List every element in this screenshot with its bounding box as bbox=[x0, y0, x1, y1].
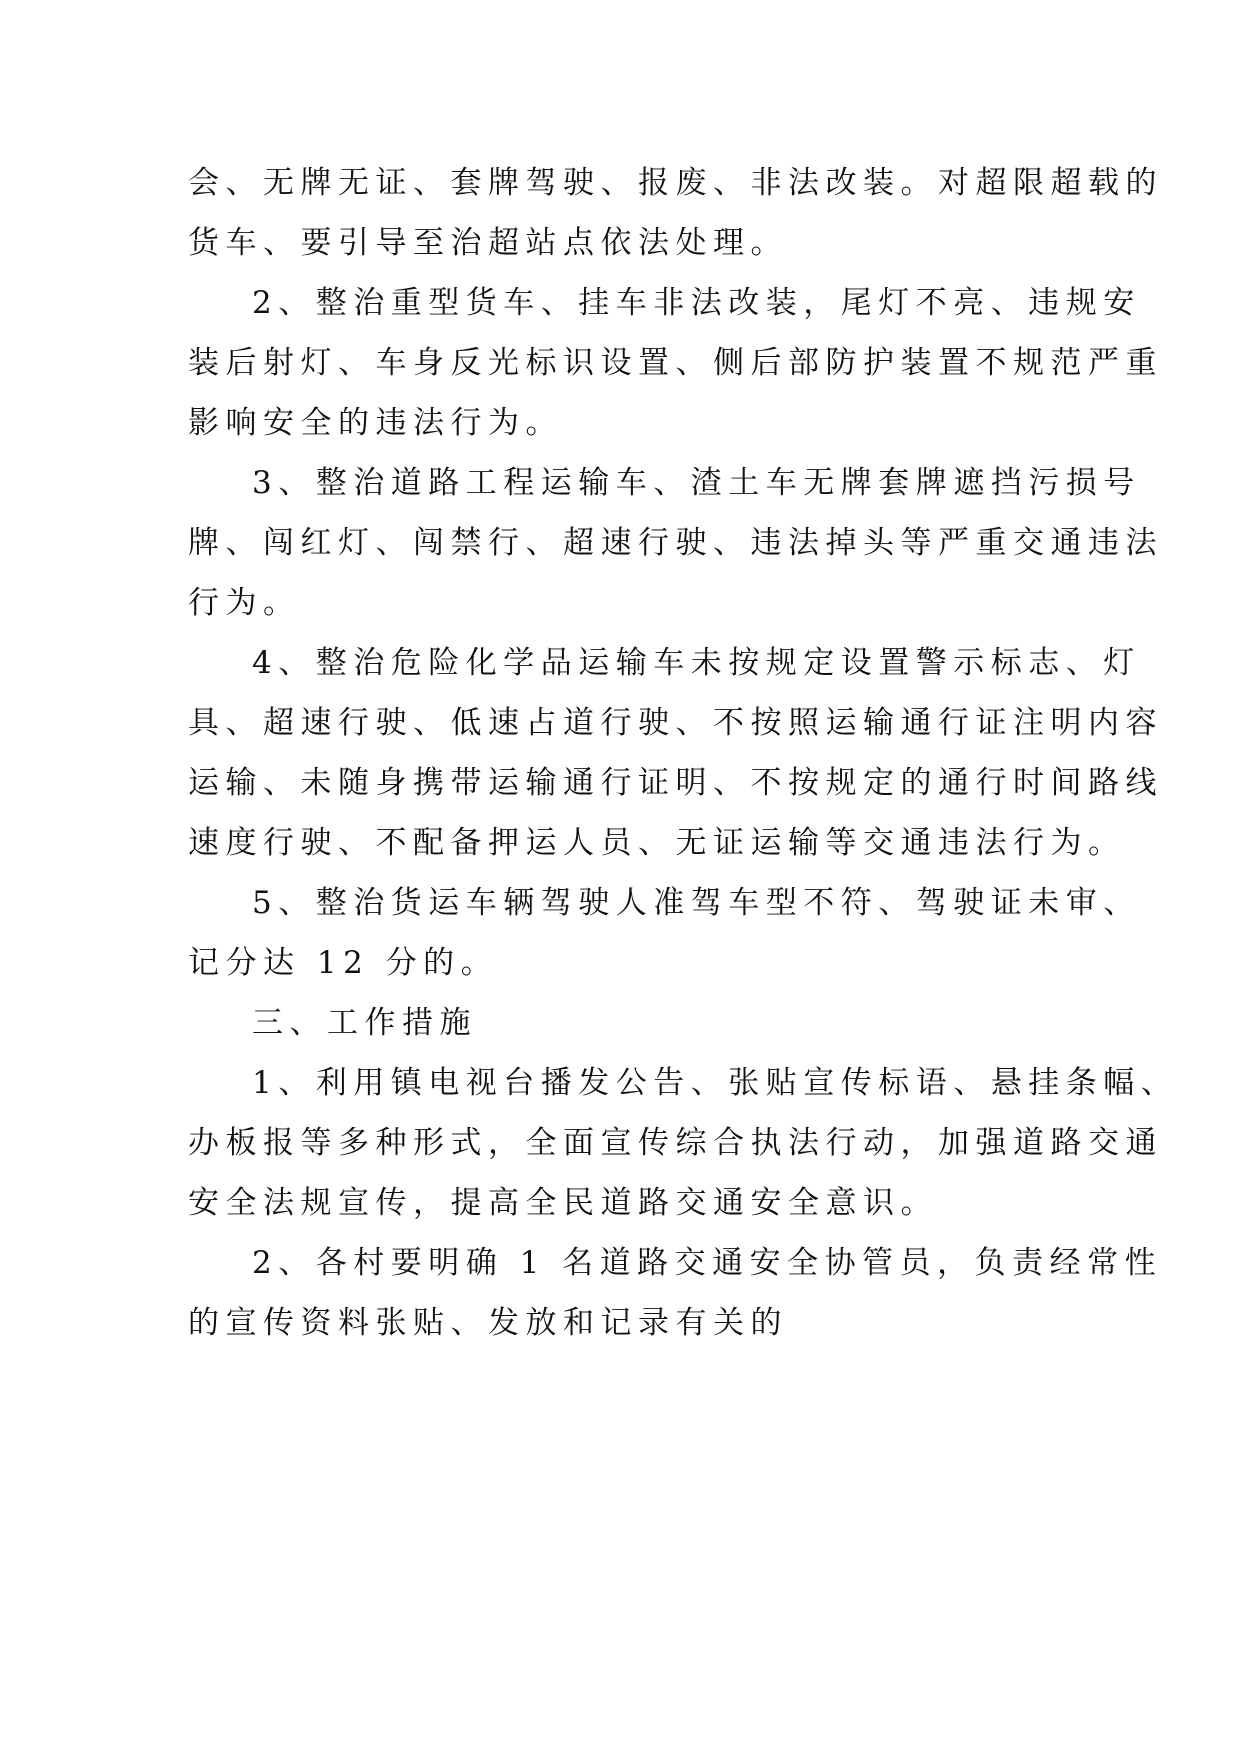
text-line: 影响安全的违法行为。 bbox=[188, 405, 563, 441]
section-heading: 三、工作措施 bbox=[252, 1005, 477, 1041]
document-body bbox=[188, 153, 1179, 1353]
text-line: 记分达 12 分的。 bbox=[188, 945, 499, 981]
text-line: 具、超速行驶、低速占道行驶、不按照运输通行证注明内容 bbox=[188, 705, 1163, 741]
text-line: 速度行驶、不配备押运人员、无证运输等交通违法行为。 bbox=[188, 825, 1126, 861]
text-line: 2、各村要明确 1 名道路交通安全协管员，负责经常性 bbox=[252, 1245, 1163, 1281]
text-line: 行为。 bbox=[188, 585, 301, 621]
text-line: 的宣传资料张贴、发放和记录有关的 bbox=[188, 1305, 788, 1341]
text-line: 2、整治重型货车、挂车非法改装，尾灯不亮、违规安 bbox=[252, 285, 1141, 321]
text-line: 装后射灯、车身反光标识设置、侧后部防护装置不规范严重 bbox=[188, 345, 1163, 381]
text-line: 办板报等多种形式，全面宣传综合执法行动，加强道路交通 bbox=[188, 1125, 1163, 1161]
text-line: 牌、闯红灯、闯禁行、超速行驶、违法掉头等严重交通违法 bbox=[188, 525, 1163, 561]
text-line: 5、整治货运车辆驾驶人准驾车型不符、驾驶证未审、 bbox=[252, 885, 1141, 921]
text-line: 会、无牌无证、套牌驾驶、报废、非法改装。对超限超载的 bbox=[188, 165, 1163, 201]
text-line: 运输、未随身携带运输通行证明、不按规定的通行时间路线 bbox=[188, 765, 1163, 801]
text-line: 1、利用镇电视台播发公告、张贴宣传标语、悬挂条幅、 bbox=[252, 1065, 1179, 1101]
text-line: 安全法规宣传，提高全民道路交通安全意识。 bbox=[188, 1185, 938, 1221]
text-line: 货车、要引导至治超站点依法处理。 bbox=[188, 225, 788, 261]
text-line: 4、整治危险化学品运输车未按规定设置警示标志、灯 bbox=[252, 645, 1141, 681]
text-line: 3、整治道路工程运输车、渣土车无牌套牌遮挡污损号 bbox=[252, 465, 1141, 501]
